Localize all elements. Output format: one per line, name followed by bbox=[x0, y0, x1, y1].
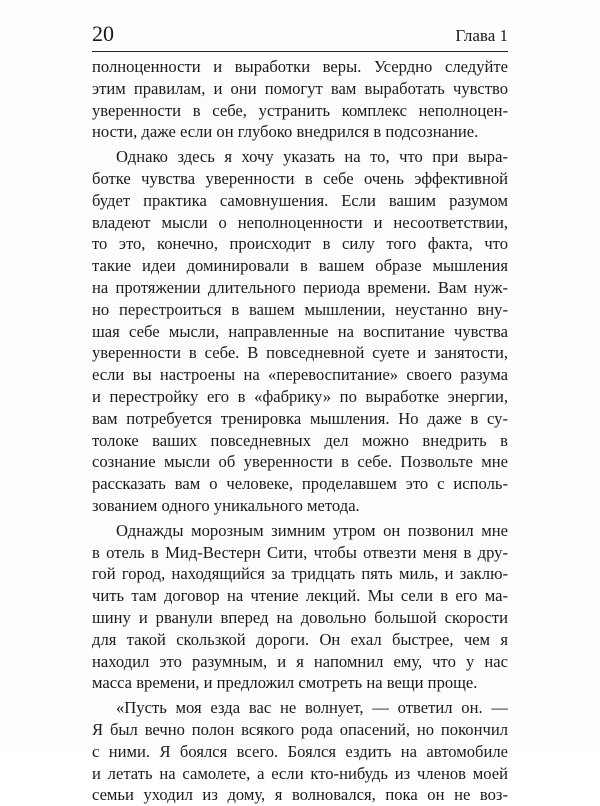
text-line: зованием одного уникального метода. bbox=[92, 495, 360, 515]
text-line: масса времени, и предложил смотреть на вещи проще. bbox=[92, 673, 478, 693]
text-line: с ними. Я боялся всего. Боялся ездить на автомобиле bbox=[92, 741, 508, 761]
paragraph bbox=[92, 520, 508, 694]
text-line: «Пусть моя езда вас не волнует, — ответил он. — bbox=[116, 698, 508, 718]
text-line: и летать на самолете, а если кто-нибудь из членов моей bbox=[92, 763, 508, 783]
paragraph bbox=[92, 146, 508, 517]
text-line: и перестройку его в «фабрику» по выработке энергии, bbox=[92, 386, 508, 406]
text-line: ности, даже если он глубоко внедрился в подсознание. bbox=[92, 122, 479, 142]
paragraph bbox=[92, 56, 508, 143]
text-line: шая себе мысли, направленные на воспитание чувства bbox=[92, 321, 508, 341]
text-line: семьи уходил из дому, я волновался, пока он не воз- bbox=[92, 785, 508, 805]
paragraph bbox=[92, 697, 508, 806]
text-line: ботке чувства уверенности в себе очень эффективной bbox=[92, 168, 508, 188]
text-line: сознание мысли об уверенности в себе. Позвольте мне bbox=[92, 452, 508, 472]
text-line: то это, конечно, происходит в силу того факта, что bbox=[92, 234, 508, 254]
text-line: уверенности в себе. В повседневной суете и занятости, bbox=[92, 343, 508, 363]
text-line: полноценности и выработки веры. Усердно следуйте bbox=[92, 57, 508, 76]
text-line: такие идеи доминировали в вашем образе мышления bbox=[92, 256, 508, 276]
text-line: толоке ваших повседневных дел можно внедрить в bbox=[92, 430, 508, 450]
text-line: владеют мысли о неполноценности и несоответствии, bbox=[92, 212, 508, 232]
text-line: если вы настроены на «перевоспитание» своего разума bbox=[92, 365, 508, 385]
page-number: 20 bbox=[92, 21, 114, 46]
text-line: гой город, находящийся за тридцать пять миль, и заклю- bbox=[92, 564, 508, 584]
text-line: этим правилам, и они помогут вам выработать чувство bbox=[92, 78, 508, 98]
header-rule bbox=[92, 51, 508, 52]
text-line: находил это разумным, и я напомнил ему, что у нас bbox=[92, 651, 508, 671]
text-line: но перестроиться в вашем мышлении, неустанно вну- bbox=[92, 299, 508, 319]
text-line: будет практика самовнушения. Если вашим разумом bbox=[92, 190, 508, 210]
text-line: Я был вечно полон всякого рода опасений, но покончил bbox=[92, 719, 508, 739]
body-text bbox=[92, 56, 508, 806]
text-line: на протяжении длительного периода времени. Вам нуж- bbox=[92, 277, 508, 297]
text-line: вам потребуется тренировка мышления. Но даже в су- bbox=[92, 408, 508, 428]
text-line: Однажды морозным зимним утром он позвонил мне bbox=[116, 520, 508, 540]
text-line: рассказать вам о человеке, проделавшем это с исполь- bbox=[92, 474, 508, 494]
text-line: Однако здесь я хочу указать на то, что при выра- bbox=[116, 147, 508, 167]
text-line: для такой скользкой дороги. Он ехал быстрее, чем я bbox=[92, 629, 508, 649]
text-line: шину и рванули вперед на довольно большой скорости bbox=[92, 607, 508, 627]
text-line: уверенности в себе, устранить комплекс неполноцен- bbox=[92, 100, 508, 120]
text-line: в отель в Мид-Вестерн Сити, чтобы отвезти меня в дру- bbox=[92, 542, 508, 562]
chapter-label: Глава 1 bbox=[455, 26, 508, 45]
text-line: чить там договор на чтение лекций. Мы сели в его ма- bbox=[92, 586, 508, 606]
running-head bbox=[92, 18, 508, 52]
